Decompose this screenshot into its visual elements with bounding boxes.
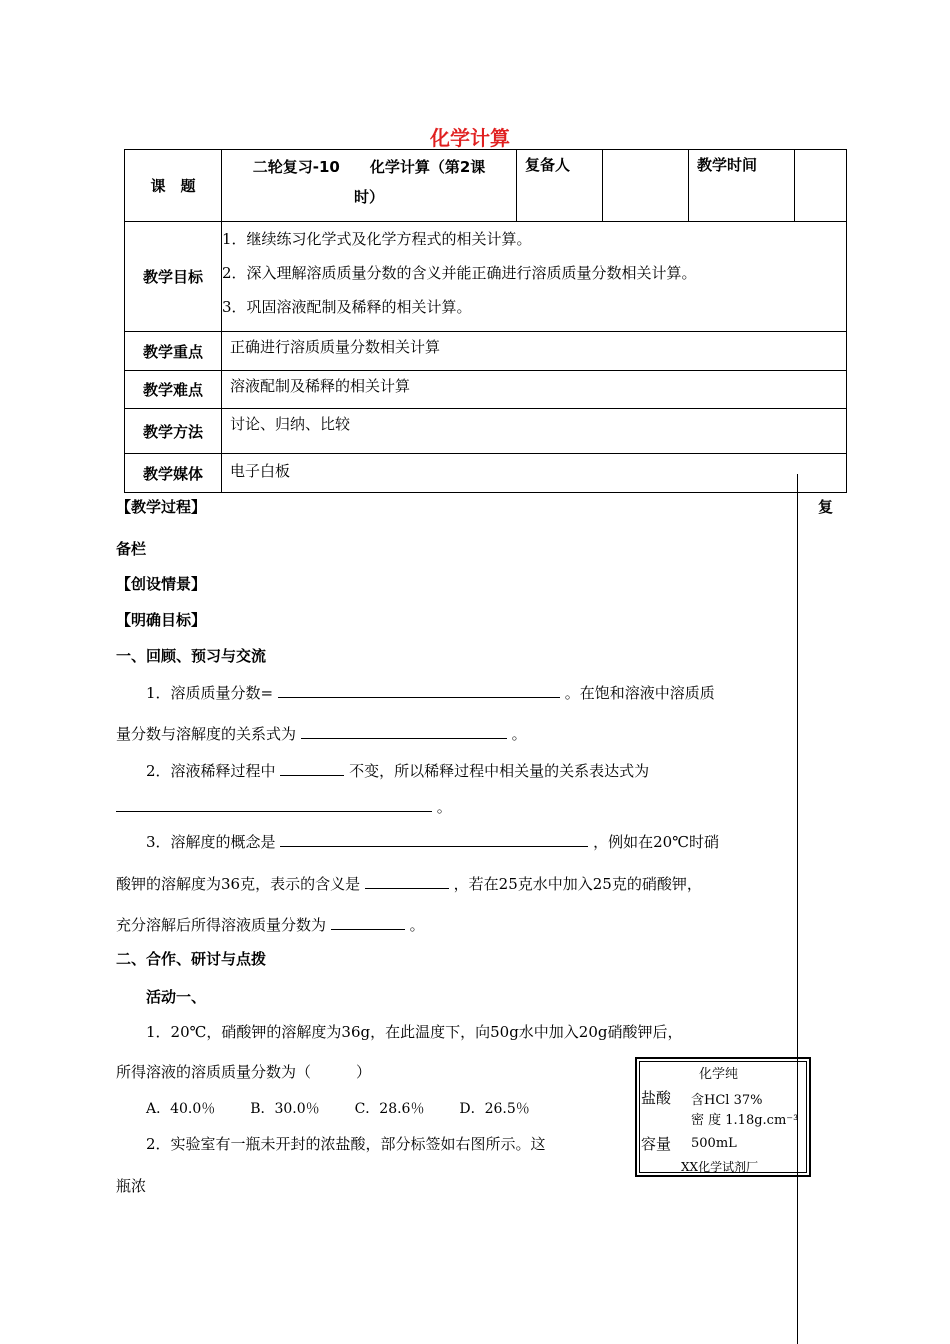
problem-2-line-1: 2．实验室有一瓶未开封的浓盐酸，部分标签如右图所示。这 bbox=[146, 1135, 546, 1153]
q3-text-e: 充分溶解后所得溶液质量分数为 bbox=[116, 916, 327, 934]
q3-text-f: 。 bbox=[409, 916, 425, 934]
label-density: 密 度 1.18g.cm⁻³ bbox=[691, 1113, 799, 1128]
problem-1-line-1: 1．20℃，硝酸钾的溶解度为36g，在此温度下，向50g水中加入20g硝酸钾后， bbox=[146, 1023, 683, 1041]
option-c: C．28.6％ bbox=[354, 1101, 425, 1117]
side-note-fu: 复 bbox=[818, 498, 834, 516]
section-2-heading: 二、合作、研讨与点拨 bbox=[116, 950, 267, 968]
label-manufacturer: XX化学试剂厂 bbox=[681, 1160, 759, 1174]
label-content: 含HCl 37% bbox=[691, 1093, 763, 1108]
label-volume-label: 容量 bbox=[641, 1135, 672, 1153]
q3-text-c: 酸钾的溶解度为36克，表示的含义是 bbox=[116, 875, 361, 893]
blank bbox=[280, 759, 344, 776]
problem-1-line-2: 所得溶液的溶质质量分数为（ ） bbox=[116, 1063, 372, 1081]
problem-2-line-2: 瓶浓 bbox=[116, 1177, 147, 1195]
question-3-line-1 bbox=[146, 830, 719, 852]
method-value: 讨论、归纳、比较 bbox=[222, 409, 847, 454]
blank bbox=[301, 722, 507, 739]
blank bbox=[278, 681, 560, 698]
scenario-heading: 【创设情景】 bbox=[116, 575, 207, 593]
option-a: A．40.0％ bbox=[146, 1101, 216, 1117]
lesson-plan-table bbox=[124, 149, 847, 493]
topic-line-2: 时） bbox=[353, 188, 384, 206]
blank bbox=[365, 872, 449, 889]
document-title: 化学计算 bbox=[430, 126, 510, 150]
reviewer-label: 复备人 bbox=[517, 150, 603, 222]
q2-text-c: 。 bbox=[436, 798, 452, 816]
key-point-label: 教学重点 bbox=[125, 332, 222, 371]
topic-value bbox=[222, 150, 517, 222]
q2-text-a: 2．溶液稀释过程中 bbox=[146, 762, 276, 780]
question-2-line-1 bbox=[146, 759, 649, 781]
time-label: 教学时间 bbox=[689, 150, 795, 222]
q1-text-d: 。 bbox=[511, 725, 527, 743]
question-1-line-2 bbox=[116, 722, 527, 744]
blank bbox=[116, 795, 432, 812]
time-value bbox=[795, 150, 847, 222]
q3-text-a: 3．溶解度的概念是 bbox=[146, 833, 276, 851]
blank bbox=[331, 913, 405, 930]
question-1-line-1 bbox=[146, 681, 715, 703]
section-1-heading: 一、回顾、预习与交流 bbox=[116, 647, 267, 665]
q1-text-c: 量分数与溶解度的关系式为 bbox=[116, 725, 297, 743]
q1-text-a: 1．溶质质量分数= bbox=[146, 684, 274, 702]
margin-divider bbox=[797, 474, 798, 1344]
question-3-line-3 bbox=[116, 913, 425, 935]
side-note-beilan: 备栏 bbox=[116, 540, 147, 558]
label-grade: 化学纯 bbox=[699, 1067, 739, 1082]
goal-item: 2．深入理解溶质质量分数的含义并能正确进行溶质质量分数相关计算。 bbox=[222, 264, 697, 282]
method-label: 教学方法 bbox=[125, 409, 222, 454]
teaching-process-heading: 【教学过程】 bbox=[116, 498, 207, 516]
option-b: B．30.0％ bbox=[250, 1101, 320, 1117]
topic-label: 课 题 bbox=[125, 150, 222, 222]
q3-text-b: ，例如在20℃时硝 bbox=[593, 833, 719, 851]
goals-list bbox=[222, 222, 847, 332]
question-2-line-2 bbox=[116, 795, 452, 817]
blank bbox=[280, 830, 588, 847]
objective-heading: 【明确目标】 bbox=[116, 611, 207, 629]
difficulty-value: 溶液配制及稀释的相关计算 bbox=[222, 371, 847, 409]
goal-item: 3．巩固溶液配制及稀释的相关计算。 bbox=[222, 298, 472, 316]
key-point-value: 正确进行溶质质量分数相关计算 bbox=[222, 332, 847, 371]
goal-item: 1．继续练习化学式及化学方程式的相关计算。 bbox=[222, 230, 532, 248]
q3-text-d: ，若在25克水中加入25克的硝酸钾， bbox=[453, 875, 702, 893]
reviewer-value bbox=[603, 150, 689, 222]
topic-line-1: 二轮复习-10 化学计算（第2课 bbox=[252, 158, 486, 176]
label-volume-value: 500mL bbox=[691, 1136, 737, 1151]
q2-text-b: 不变，所以稀释过程中相关量的关系表达式为 bbox=[349, 762, 650, 780]
media-label: 教学媒体 bbox=[125, 454, 222, 493]
reagent-bottle-label bbox=[635, 1057, 811, 1177]
label-name: 盐酸 bbox=[641, 1089, 672, 1107]
media-value: 电子白板 bbox=[222, 454, 847, 493]
q1-text-b: 。在饱和溶液中溶质质 bbox=[564, 684, 715, 702]
question-3-line-2 bbox=[116, 872, 702, 894]
activity-1-heading: 活动一、 bbox=[146, 988, 207, 1006]
goals-label: 教学目标 bbox=[125, 222, 222, 332]
problem-1-options bbox=[146, 1098, 530, 1118]
difficulty-label: 教学难点 bbox=[125, 371, 222, 409]
option-d: D．26.5％ bbox=[459, 1101, 530, 1117]
